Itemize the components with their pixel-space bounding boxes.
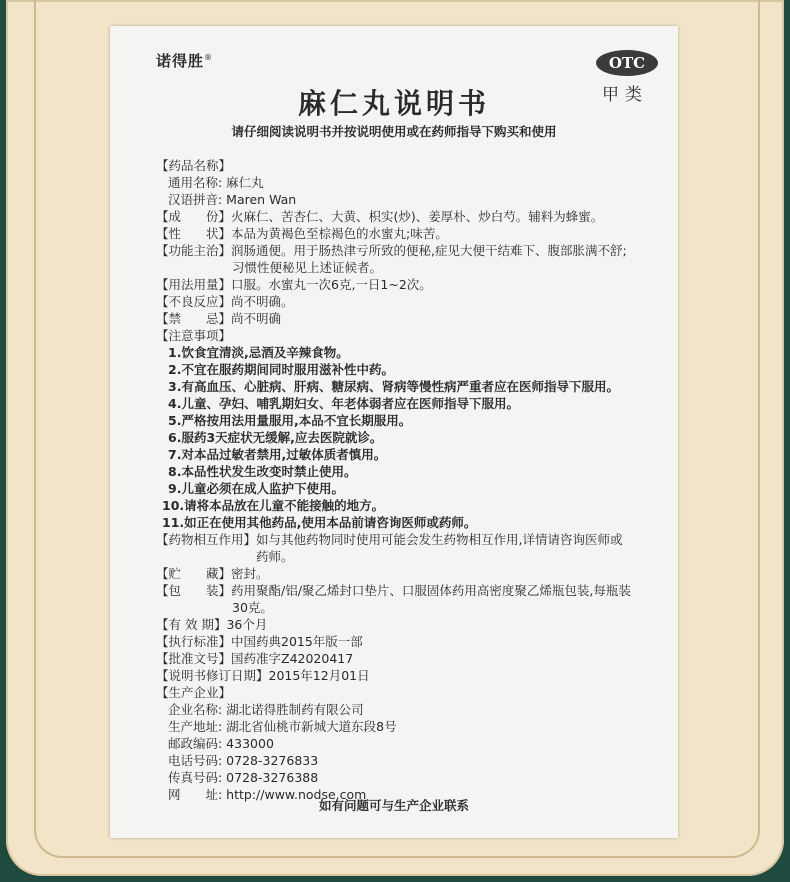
- otc-class: 甲类: [602, 85, 648, 105]
- precaution-item: 6.服药3天症状无缓解,应去医院就诊。: [168, 430, 383, 445]
- precaution-item: 5.严格按用法用量服用,本品不宜长期服用。: [168, 413, 412, 428]
- section-adverse: 【不良反应】尚不明确。: [156, 294, 294, 309]
- section-approval-number: 【批准文号】国药准字Z42020417: [156, 651, 354, 666]
- brand-name: 诺得胜: [156, 52, 205, 70]
- precaution-item: 10.请将本品放在儿童不能接触的地方。: [162, 498, 385, 513]
- section-ingredients: 【成 份】火麻仁、苦杏仁、大黄、枳实(炒)、姜厚朴、炒白芍。辅料为蜂蜜。: [156, 209, 604, 224]
- company-name: 企业名称: 湖北诺得胜制药有限公司: [168, 702, 364, 717]
- section-shelf-life: 【有 效 期】36个月: [156, 617, 268, 632]
- registered-mark: ®: [204, 53, 214, 62]
- section-indications-cont: 习惯性便秘见上述证候者。: [232, 260, 383, 275]
- precaution-item: 9.儿童必须在成人监护下使用。: [168, 481, 344, 496]
- instruction-content: [156, 157, 671, 803]
- otc-badge: OTC: [596, 50, 658, 76]
- pinyin-name: 汉语拼音: Maren Wan: [168, 192, 297, 207]
- section-package-cont: 30克。: [232, 600, 273, 615]
- section-interactions-cont: 药师。: [256, 549, 294, 564]
- precaution-item: 4.儿童、孕妇、哺乳期妇女、年老体弱者应在医师指导下服用。: [168, 396, 519, 411]
- document-title: 麻仁丸说明书: [297, 87, 490, 120]
- fax-number: 传真号码: 0728-3276388: [168, 770, 319, 785]
- section-indications: 【功能主治】润肠通便。用于肠热津亏所致的便秘,症见大便干结难下、腹部胀满不舒;: [156, 243, 627, 258]
- precaution-item: 1.饮食宜清淡,忌酒及辛辣食物。: [168, 345, 349, 360]
- precaution-item: 11.如正在使用其他药品,使用本品前请咨询医师或药师。: [162, 515, 477, 530]
- section-interactions: 【药物相互作用】如与其他药物同时使用可能会发生药物相互作用,详情请咨询医师或: [156, 532, 623, 547]
- section-drug-name: 【药品名称】: [156, 158, 232, 173]
- precaution-item: 3.有高血压、心脏病、肝病、糖尿病、肾病等慢性病严重者应在医师指导下服用。: [168, 379, 619, 394]
- section-dosage: 【用法用量】口服。水蜜丸一次6克,一日1~2次。: [156, 277, 432, 292]
- section-storage: 【贮 藏】密封。: [156, 566, 269, 581]
- section-standard: 【执行标准】中国药典2015年版一部: [156, 634, 363, 649]
- postal-code: 邮政编码: 433000: [168, 736, 274, 751]
- section-precautions: 【注意事项】: [156, 328, 232, 343]
- website: 网 址: http://www.nodse.com: [168, 787, 367, 802]
- instruction-sheet: [110, 26, 678, 838]
- precaution-item: 7.对本品过敏者禁用,过敏体质者慎用。: [168, 447, 387, 462]
- footer-note: 如有问题可与生产企业联系: [318, 798, 469, 813]
- brand-logo: [156, 50, 213, 71]
- phone-number: 电话号码: 0728-3276833: [168, 753, 319, 768]
- section-revision-date: 【说明书修订日期】2015年12月01日: [156, 668, 370, 683]
- generic-name: 通用名称: 麻仁丸: [168, 175, 264, 190]
- document-subtitle: 请仔细阅读说明书并按说明使用或在药师指导下购买和使用: [231, 124, 557, 139]
- precaution-item: 8.本品性状发生改变时禁止使用。: [168, 464, 357, 479]
- section-package: 【包 装】药用聚酯/铝/聚乙烯封口垫片、口服固体药用高密度聚乙烯瓶包装,每瓶装: [156, 583, 631, 598]
- section-manufacturer: 【生产企业】: [156, 685, 232, 700]
- section-appearance: 【性 状】本品为黄褐色至棕褐色的水蜜丸;味苦。: [156, 226, 448, 241]
- precaution-item: 2.不宜在服药期间同时服用滋补性中药。: [168, 362, 394, 377]
- company-address: 生产地址: 湖北省仙桃市新城大道东段8号: [168, 719, 397, 734]
- section-contraindications: 【禁 忌】尚不明确: [156, 311, 282, 326]
